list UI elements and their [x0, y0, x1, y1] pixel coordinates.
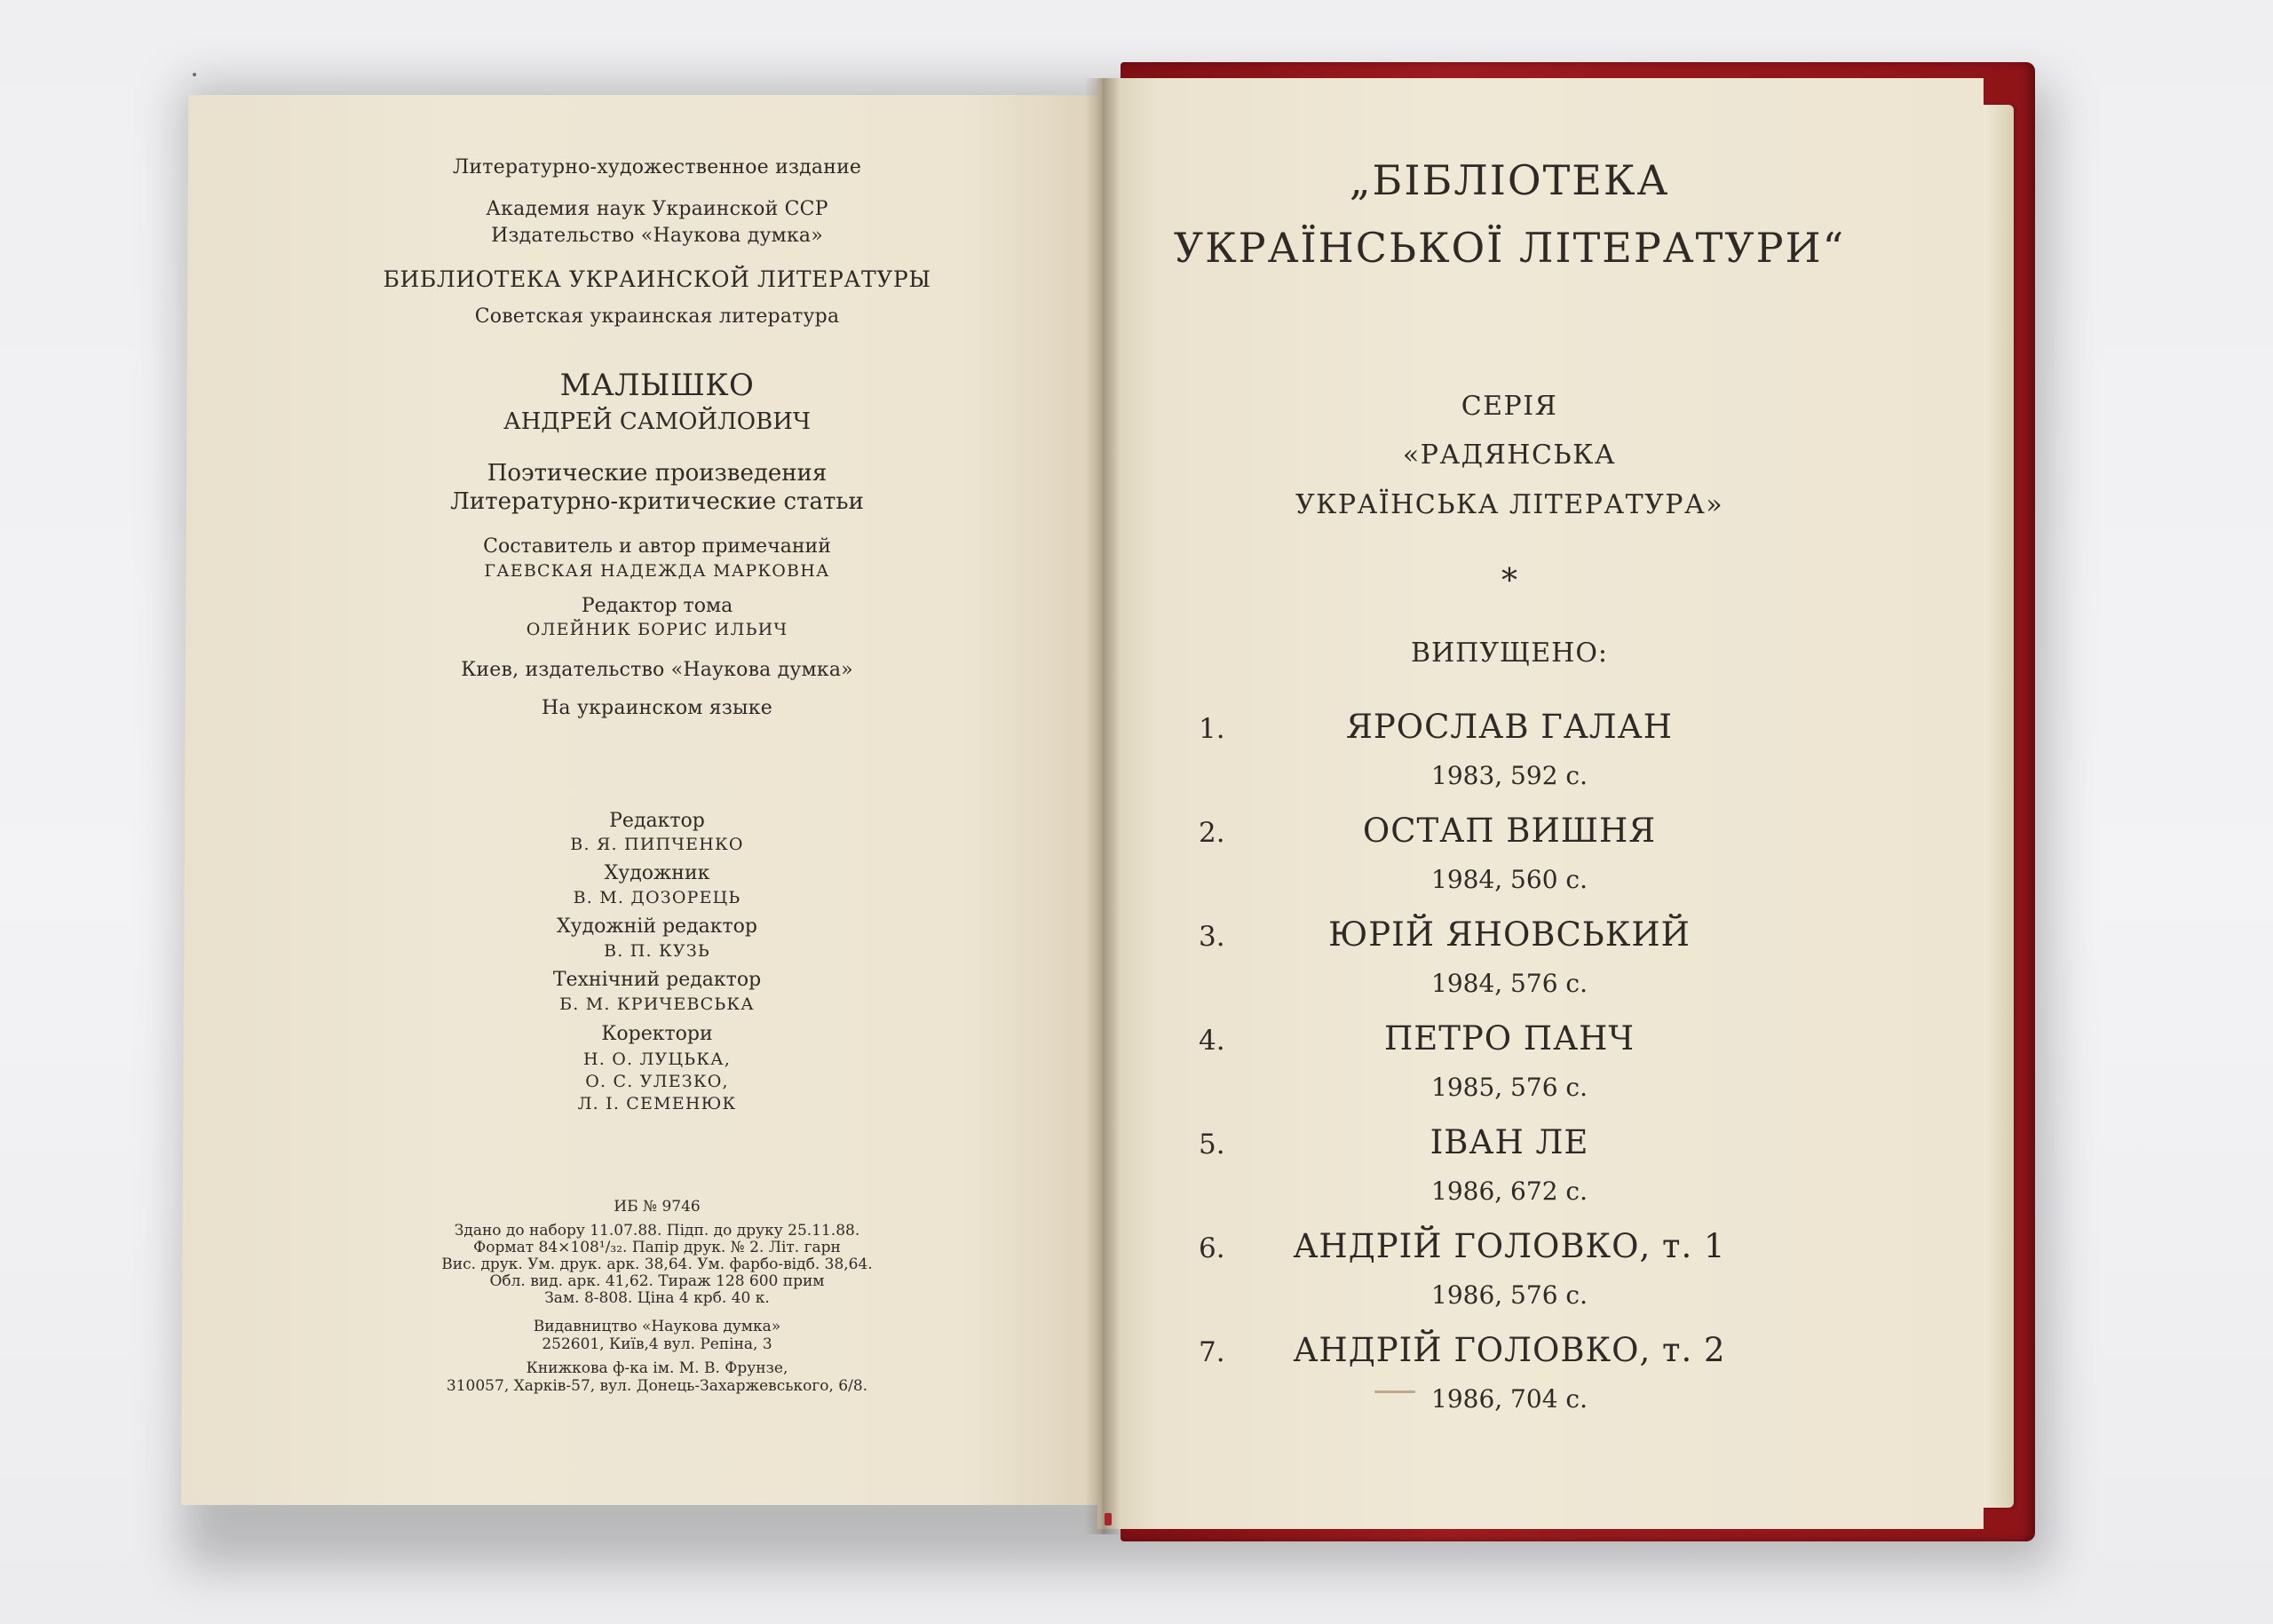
printer-address: 310057, Харків-57, вул. Донець-Захаржевського, 6/8. [446, 1377, 868, 1395]
publisher: Издательство «Наукова думка» [491, 225, 823, 247]
volume-details: 1984, 560 с. [1431, 865, 1588, 894]
ib-number: ИБ № 9746 [614, 1198, 701, 1216]
series-line-2: УКРАЇНСЬКА ЛІТЕРАТУРА» [1295, 489, 1724, 520]
academy: Академия наук Украинской ССР [486, 198, 828, 220]
credit-role: Технічний редактор [552, 969, 762, 991]
imprint-line: Зам. 8-808. Ціна 4 крб. 40 к. [544, 1289, 770, 1307]
volume-author: ЯРОСЛАВ ГАЛАН [1346, 708, 1673, 746]
volume-author: АНДРІЙ ГОЛОВКО, т. 2 [1293, 1331, 1726, 1369]
volume-details: 1985, 576 с. [1431, 1073, 1588, 1102]
dust-speck [193, 73, 196, 76]
edition-type: Литературно-художественное издание [452, 156, 862, 178]
credit-name: В. Я. ПИПЧЕНКО [570, 835, 744, 854]
volume-number: 5. [1199, 1129, 1225, 1161]
publisher-address: Видавництво «Наукова думка» [533, 1318, 781, 1335]
volume-number: 2. [1199, 817, 1225, 849]
binding-thread [1105, 1513, 1112, 1525]
author-name: АНДРЕЙ САМОЙЛОВИЧ [503, 408, 811, 435]
volume-number: 6. [1199, 1232, 1225, 1264]
credit-name: В. П. КУЗЬ [604, 941, 710, 961]
library-name: БИБЛИОТЕКА УКРАИНСКОЙ ЛИТЕРАТУРЫ [383, 266, 931, 292]
book-gutter [1085, 78, 1121, 1534]
volume-author: ІВАН ЛЕ [1430, 1123, 1589, 1161]
right-page [1097, 78, 1984, 1529]
volume-details: 1983, 592 с. [1431, 761, 1588, 790]
imprint-line: Вис. друк. Ум. друк. арк. 38,64. Ум. фарбо-відб. 38,64. [441, 1256, 873, 1273]
issued-label: ВИПУЩЕНО: [1410, 638, 1609, 669]
city-publisher: Киев, издательство «Наукова думка» [461, 659, 853, 681]
volume-number: 7. [1199, 1336, 1225, 1368]
volume-number: 1. [1199, 713, 1225, 745]
compiler-label: Составитель и автор примечаний [483, 535, 831, 558]
volume-details: 1986, 704 с. [1431, 1384, 1588, 1414]
volume-editor-label: Редактор тома [581, 595, 733, 617]
volume-number: 4. [1199, 1025, 1225, 1057]
volume-author: ОСТАП ВИШНЯ [1362, 812, 1657, 850]
volume-author: АНДРІЙ ГОЛОВКО, т. 1 [1293, 1227, 1726, 1265]
compiler-name: ГАЕВСКАЯ НАДЕЖДА МАРКОВНА [484, 561, 830, 581]
imprint-line: Обл. вид. арк. 41,62. Тираж 128 600 прим [489, 1272, 825, 1290]
volume-number: 3. [1199, 921, 1225, 953]
imprint-line: Здано до набору 11.07.88. Підп. до друку 25.11.88. [454, 1222, 860, 1240]
credit-name: В. М. ДОЗОРЕЦЬ [573, 888, 741, 907]
credit-role: Художник [604, 862, 710, 884]
series-label: СЕРІЯ [1461, 391, 1558, 422]
volume-details: 1984, 576 с. [1431, 969, 1588, 998]
author-surname: МАЛЫШКО [559, 368, 755, 403]
credit-name: Б. М. КРИЧЕВСЬКА [559, 994, 755, 1014]
content-line-2: Литературно-критические статьи [450, 488, 864, 515]
library-title-line-2: УКРАЇНСЬКОЇ ЛІТЕРАТУРИ“ [1173, 224, 1846, 272]
series-name: Советская украинская литература [474, 305, 840, 328]
credit-name: Л. І. СЕМЕНЮК [577, 1094, 737, 1113]
printer-address: Книжкова ф-ка ім. М. В. Фрунзе, [526, 1359, 788, 1377]
pencil-mark [1374, 1390, 1415, 1393]
volume-editor-name: ОЛЕЙНИК БОРИС ИЛЬИЧ [526, 620, 788, 639]
credit-name: О. С. УЛЕЗКО, [585, 1072, 729, 1091]
credit-role: Редактор [609, 810, 705, 832]
credit-role: Художній редактор [556, 915, 757, 938]
separator-asterisk: * [1501, 563, 1517, 599]
credit-name: Н. О. ЛУЦЬКА, [583, 1050, 731, 1069]
content-line-1: Поэтические произведения [487, 460, 828, 487]
volume-author: ПЕТРО ПАНЧ [1383, 1019, 1635, 1058]
volume-details: 1986, 672 с. [1431, 1176, 1588, 1206]
credit-role: Коректори [601, 1023, 713, 1045]
series-line-1: «РАДЯНСЬКА [1402, 440, 1617, 471]
publisher-address: 252601, Київ,4 вул. Репіна, 3 [542, 1335, 772, 1353]
library-title-line-1: „БІБЛІОТЕКА [1349, 156, 1670, 204]
imprint-line: Формат 84×108¹/₃₂. Папір друк. № 2. Літ. гарн [473, 1239, 841, 1256]
volume-author: ЮРІЙ ЯНОВСЬКИЙ [1328, 915, 1691, 954]
volume-details: 1986, 576 с. [1431, 1280, 1588, 1310]
language-note: На украинском языке [542, 697, 772, 719]
